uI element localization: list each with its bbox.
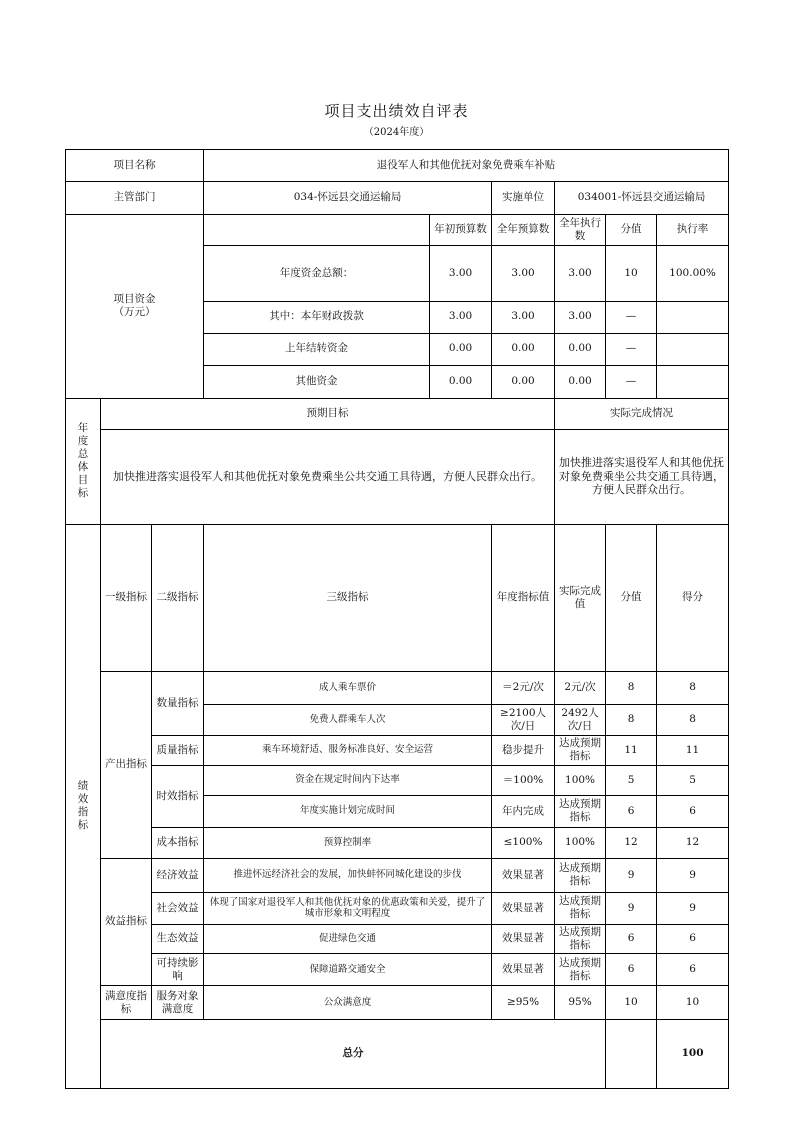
impl-value: 034001-怀远县交通运输局 <box>555 182 729 215</box>
project-name: 退役军人和其他优抚对象免费乘车补贴 <box>204 150 729 182</box>
level2-service-satisfaction: 服务对象满意度 <box>152 986 204 1020</box>
score-cell: 6 <box>606 924 657 953</box>
funds-header-cell: 分值 <box>606 215 657 246</box>
funds-header-cell: 年初预算数 <box>430 215 492 246</box>
indicator-header-cell: 得分 <box>657 524 729 671</box>
funds-row-label: 年度资金总额： <box>204 246 430 302</box>
funds-cell: 0.00 <box>492 333 555 365</box>
target-cell: 效果显著 <box>492 892 555 924</box>
funds-label-line1: 项目资金 <box>113 293 156 306</box>
level2-quality: 质量指标 <box>152 735 204 765</box>
indicator-header-cell: 二级指标 <box>152 524 204 671</box>
funds-row-label: 其他资金 <box>204 365 430 398</box>
funds-cell: — <box>606 301 657 333</box>
impl-label: 实施单位 <box>492 182 555 215</box>
funds-cell: — <box>606 365 657 398</box>
score-cell: 11 <box>606 735 657 765</box>
funds-cell: 3.00 <box>492 301 555 333</box>
goals-section-label <box>66 398 101 524</box>
actual-cell: 2492人次/日 <box>555 704 606 735</box>
row-goals-content <box>66 429 729 524</box>
funds-cell <box>657 333 729 365</box>
row-indicators-header <box>66 524 729 671</box>
indicator-header-cell: 三级指标 <box>204 524 492 671</box>
funds-cell <box>657 301 729 333</box>
got-cell: 5 <box>657 765 729 795</box>
indicator-header-cell: 实际完成值 <box>555 524 606 671</box>
target-cell: ＝2元/次 <box>492 671 555 704</box>
indicator-row <box>66 892 729 924</box>
level2-sustainable: 可持续影响 <box>152 954 204 986</box>
actual-cell: 达成预期指标 <box>555 892 606 924</box>
level3-cell: 公众满意度 <box>204 986 492 1020</box>
level3-cell: 推进怀远经济社会的发展，加快蚌怀同城化建设的步伐 <box>204 858 492 892</box>
level3-cell: 体现了国家对退役军人和其他优抚对象的优惠政策和关爱，提升了城市形象和文明程度 <box>204 892 492 924</box>
level2-cost: 成本指标 <box>152 827 204 858</box>
level3-cell: 保障道路交通安全 <box>204 954 492 986</box>
funds-cell <box>657 365 729 398</box>
indicator-row <box>66 954 729 986</box>
target-cell: ≥2100人次/日 <box>492 704 555 735</box>
indicator-header-cell: 分值 <box>606 524 657 671</box>
level3-cell: 年度实施计划完成时间 <box>204 795 492 827</box>
page-title: 项目支出绩效自评表 <box>324 102 469 120</box>
score-cell: 12 <box>606 827 657 858</box>
funds-cell: 0.00 <box>430 365 492 398</box>
funds-row-label: 其中：本年财政拨款 <box>204 301 430 333</box>
target-cell: ≤100% <box>492 827 555 858</box>
score-cell: 6 <box>606 795 657 827</box>
funds-row-label: 上年结转资金 <box>204 333 430 365</box>
funds-header-cell: 执行率 <box>657 215 729 246</box>
project-name-label: 项目名称 <box>66 150 204 182</box>
total-label: 总分 <box>101 1020 606 1089</box>
got-cell: 12 <box>657 827 729 858</box>
funds-cell: 3.00 <box>430 246 492 302</box>
funds-cell: 3.00 <box>555 246 606 302</box>
indicator-row <box>66 924 729 953</box>
score-cell: 8 <box>606 671 657 704</box>
dept-value: 034-怀远县交通运输局 <box>204 182 492 215</box>
actual-cell: 95% <box>555 986 606 1020</box>
actual-goal-label: 实际完成情况 <box>555 398 729 429</box>
row-goals-header <box>66 398 729 429</box>
level3-cell: 促进绿色交通 <box>204 924 492 953</box>
row-project-name <box>66 150 729 182</box>
indicator-row <box>66 986 729 1020</box>
indicator-header-cell: 一级指标 <box>101 524 152 671</box>
got-cell: 6 <box>657 924 729 953</box>
indicator-row <box>66 858 729 892</box>
target-cell: 效果显著 <box>492 924 555 953</box>
total-empty <box>606 1020 657 1089</box>
funds-cell: — <box>606 333 657 365</box>
funds-cell: 10 <box>606 246 657 302</box>
indicator-row <box>66 765 729 795</box>
funds-cell: 0.00 <box>492 365 555 398</box>
page-subtitle: （2024年度） <box>363 127 430 138</box>
level3-cell: 免费人群乘车人次 <box>204 704 492 735</box>
indicator-header-cell: 年度指标值 <box>492 524 555 671</box>
target-cell: 效果显著 <box>492 954 555 986</box>
target-cell: ≥95% <box>492 986 555 1020</box>
funds-cell: 0.00 <box>555 333 606 365</box>
score-cell: 10 <box>606 986 657 1020</box>
funds-cell: 0.00 <box>430 333 492 365</box>
level2-social: 社会效益 <box>152 892 204 924</box>
performance-table <box>65 149 729 1089</box>
score-cell: 8 <box>606 704 657 735</box>
level3-cell: 乘车环境舒适、服务标准良好、安全运营 <box>204 735 492 765</box>
got-cell: 9 <box>657 858 729 892</box>
actual-cell: 达成预期指标 <box>555 954 606 986</box>
expected-goal-text: 加快推进落实退役军人和其他优抚对象免费乘坐公共交通工具待遇，方便人民群众出行。 <box>101 429 555 524</box>
level2-timeliness: 时效指标 <box>152 765 204 827</box>
level2-economic: 经济效益 <box>152 858 204 892</box>
target-cell: ＝100% <box>492 765 555 795</box>
funds-cell: 100.00% <box>657 246 729 302</box>
funds-cell: 3.00 <box>492 246 555 302</box>
level3-cell: 预算控制率 <box>204 827 492 858</box>
actual-cell: 100% <box>555 765 606 795</box>
actual-cell: 达成预期指标 <box>555 858 606 892</box>
funds-header-cell: 全年预算数 <box>492 215 555 246</box>
indicators-section-text: 绩效指标 <box>77 779 89 832</box>
target-cell: 效果显著 <box>492 858 555 892</box>
total-score: 100 <box>657 1020 729 1089</box>
actual-cell: 达成预期指标 <box>555 795 606 827</box>
funds-label-line2: （万元） <box>113 306 156 319</box>
score-cell: 9 <box>606 858 657 892</box>
funds-header-blank <box>204 215 430 246</box>
dept-label: 主管部门 <box>66 182 204 215</box>
got-cell: 6 <box>657 795 729 827</box>
score-cell: 6 <box>606 954 657 986</box>
level1-output: 产出指标 <box>101 671 152 858</box>
actual-cell: 达成预期指标 <box>555 924 606 953</box>
row-total <box>66 1020 729 1089</box>
actual-cell: 100% <box>555 827 606 858</box>
expected-goal-label: 预期目标 <box>101 398 555 429</box>
funds-label <box>66 215 204 399</box>
indicators-section-label <box>66 524 101 1088</box>
funds-header-cell: 全年执行数 <box>555 215 606 246</box>
got-cell: 9 <box>657 892 729 924</box>
got-cell: 10 <box>657 986 729 1020</box>
level2-ecological: 生态效益 <box>152 924 204 953</box>
indicator-row <box>66 735 729 765</box>
got-cell: 8 <box>657 671 729 704</box>
score-cell: 9 <box>606 892 657 924</box>
funds-cell: 3.00 <box>555 301 606 333</box>
indicator-row <box>66 827 729 858</box>
got-cell: 11 <box>657 735 729 765</box>
target-cell: 年内完成 <box>492 795 555 827</box>
actual-cell: 达成预期指标 <box>555 735 606 765</box>
score-cell: 5 <box>606 765 657 795</box>
level3-cell: 资金在规定时间内下达率 <box>204 765 492 795</box>
funds-cell: 0.00 <box>555 365 606 398</box>
level1-satisfaction: 满意度指标 <box>101 986 152 1020</box>
goals-section-text: 年度总体目标 <box>77 421 89 500</box>
funds-cell: 3.00 <box>430 301 492 333</box>
row-department <box>66 182 729 215</box>
level1-benefit: 效益指标 <box>101 858 152 985</box>
indicator-row <box>66 671 729 704</box>
actual-goal-text: 加快推进落实退役军人和其他优抚对象免费乘坐公共交通工具待遇，方便人民群众出行。 <box>555 429 729 524</box>
level3-cell: 成人乘车票价 <box>204 671 492 704</box>
got-cell: 8 <box>657 704 729 735</box>
actual-cell: 2元/次 <box>555 671 606 704</box>
row-funds-header <box>66 215 729 246</box>
level2-quantity: 数量指标 <box>152 671 204 735</box>
got-cell: 6 <box>657 954 729 986</box>
target-cell: 稳步提升 <box>492 735 555 765</box>
